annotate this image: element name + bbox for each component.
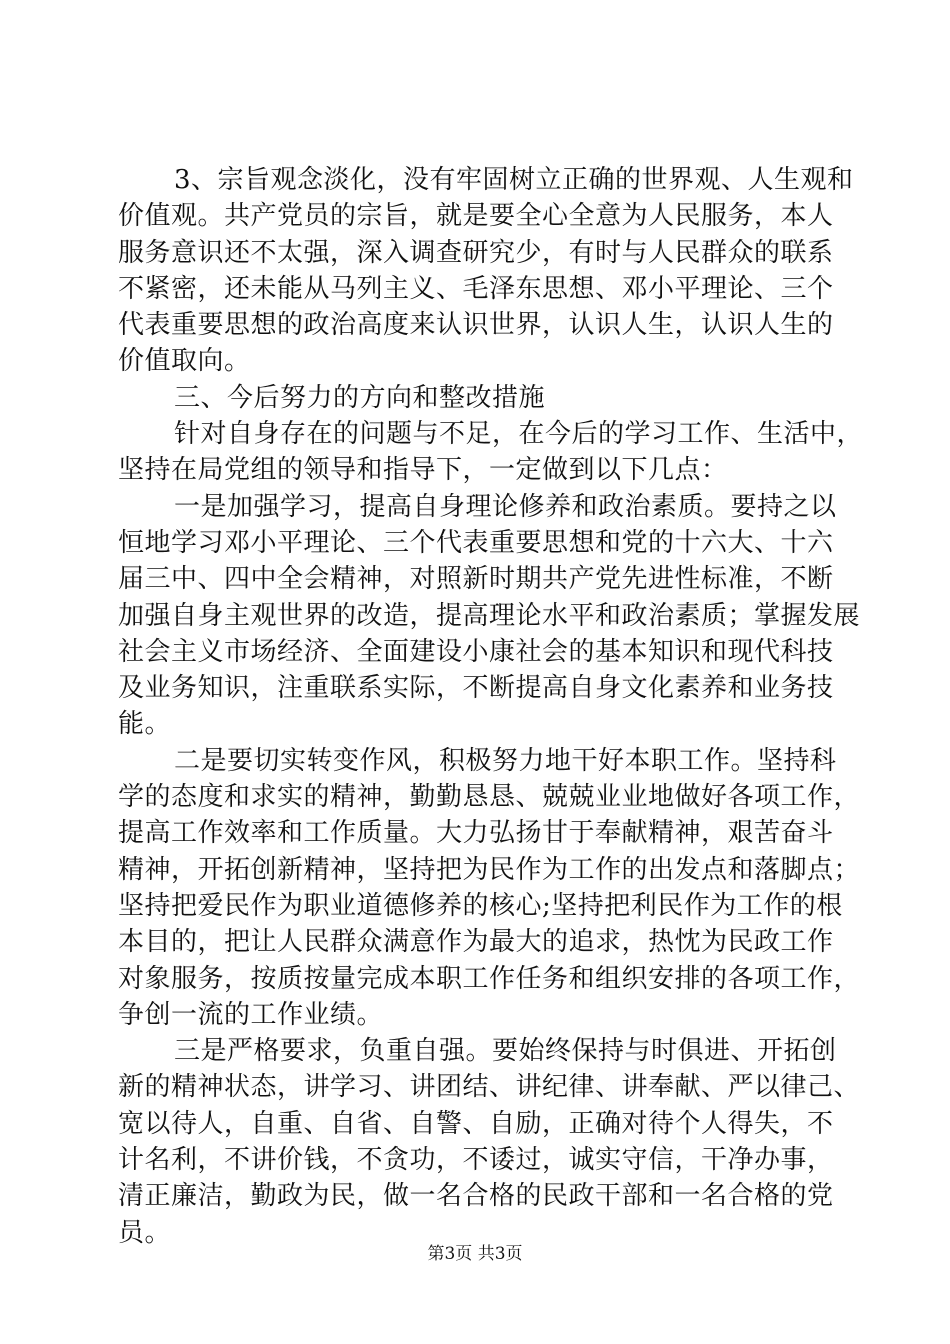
paragraph-intro bbox=[118, 416, 864, 489]
text-line: 清正廉洁，勤政为民，做一名合格的民政干部和一名合格的党 bbox=[118, 1181, 834, 1212]
text-line: 员。 bbox=[118, 1217, 172, 1248]
text-line: 计名利，不讲价钱，不贪功，不诿过，诚实守信，干净办事， bbox=[118, 1145, 834, 1176]
heading-line: 三、今后努力的方向和整改措施 bbox=[174, 382, 546, 413]
paragraph-item-3 bbox=[118, 162, 854, 380]
text-line: 加强自身主观世界的改造，提高理论水平和政治素质；掌握发展 bbox=[118, 600, 861, 631]
text-line: 学的态度和求实的精神，勤勤恳恳、兢兢业业地做好各项工作， bbox=[118, 782, 861, 813]
paragraph-measure-2 bbox=[118, 743, 861, 1033]
text-line: 社会主义市场经济、全面建设小康社会的基本知识和现代科技 bbox=[118, 636, 834, 667]
text-line: 提高工作效率和工作质量。大力弘扬甘于奉献精神，艰苦奋斗 bbox=[118, 818, 834, 849]
page-number-footer: 第3页 共3页 bbox=[427, 1244, 523, 1264]
text-line: 坚持把爱民作为职业道德修养的核心;坚持把利民作为工作的根 bbox=[118, 890, 843, 921]
text-line: 代表重要思想的政治高度来认识世界，认识人生，认识人生的 bbox=[118, 310, 834, 341]
text-line: 针对自身存在的问题与不足，在今后的学习工作、生活中， bbox=[174, 419, 864, 450]
text-line: 一是加强学习，提高自身理论修养和政治素质。要持之以 bbox=[174, 491, 837, 522]
text-line: 新的精神状态，讲学习、讲团结、讲纪律、讲奉献、严以律己、 bbox=[118, 1072, 861, 1103]
text-line: 二是要切实转变作风，积极努力地干好本职工作。坚持科 bbox=[174, 745, 837, 776]
text-line: 本目的，把让人民群众满意作为最大的追求，热忱为民政工作 bbox=[118, 927, 834, 958]
paragraph-measure-3 bbox=[118, 1033, 861, 1251]
text-line: 能。 bbox=[118, 709, 172, 740]
paragraph-measure-1 bbox=[118, 489, 861, 743]
text-line: 3、宗旨观念淡化，没有牢固树立正确的世界观、人生观和 bbox=[174, 165, 854, 195]
text-line: 不紧密，还未能从马列主义、毛泽东思想、邓小平理论、三个 bbox=[118, 273, 834, 304]
text-line: 争创一流的工作业绩。 bbox=[118, 999, 384, 1030]
text-line: 精神，开拓创新精神，坚持把为民作为工作的出发点和落脚点； bbox=[118, 854, 861, 885]
document-body bbox=[118, 162, 864, 1251]
text-line: 及业务知识，注重联系实际，不断提高自身文化素养和业务技 bbox=[118, 673, 834, 704]
text-line: 宽以待人，自重、自省、自警、自励，正确对待个人得失，不 bbox=[118, 1108, 834, 1139]
text-line: 坚持在局党组的领导和指导下，一定做到以下几点： bbox=[118, 455, 728, 486]
text-line: 届三中、四中全会精神，对照新时期共产党先进性标准，不断 bbox=[118, 564, 834, 595]
text-line: 价值取向。 bbox=[118, 346, 251, 377]
text-line: 价值观。共产党员的宗旨，就是要全心全意为人民服务，本人 bbox=[118, 201, 834, 232]
section-heading bbox=[118, 380, 838, 416]
text-line: 三是严格要求，负重自强。要始终保持与时俱进、开拓创 bbox=[174, 1036, 837, 1067]
text-line: 对象服务，按质按量完成本职工作任务和组织安排的各项工作， bbox=[118, 963, 861, 994]
text-line: 服务意识还不太强，深入调查研究少，有时与人民群众的联系 bbox=[118, 237, 834, 268]
text-line: 恒地学习邓小平理论、三个代表重要思想和党的十六大、十六 bbox=[118, 527, 834, 558]
